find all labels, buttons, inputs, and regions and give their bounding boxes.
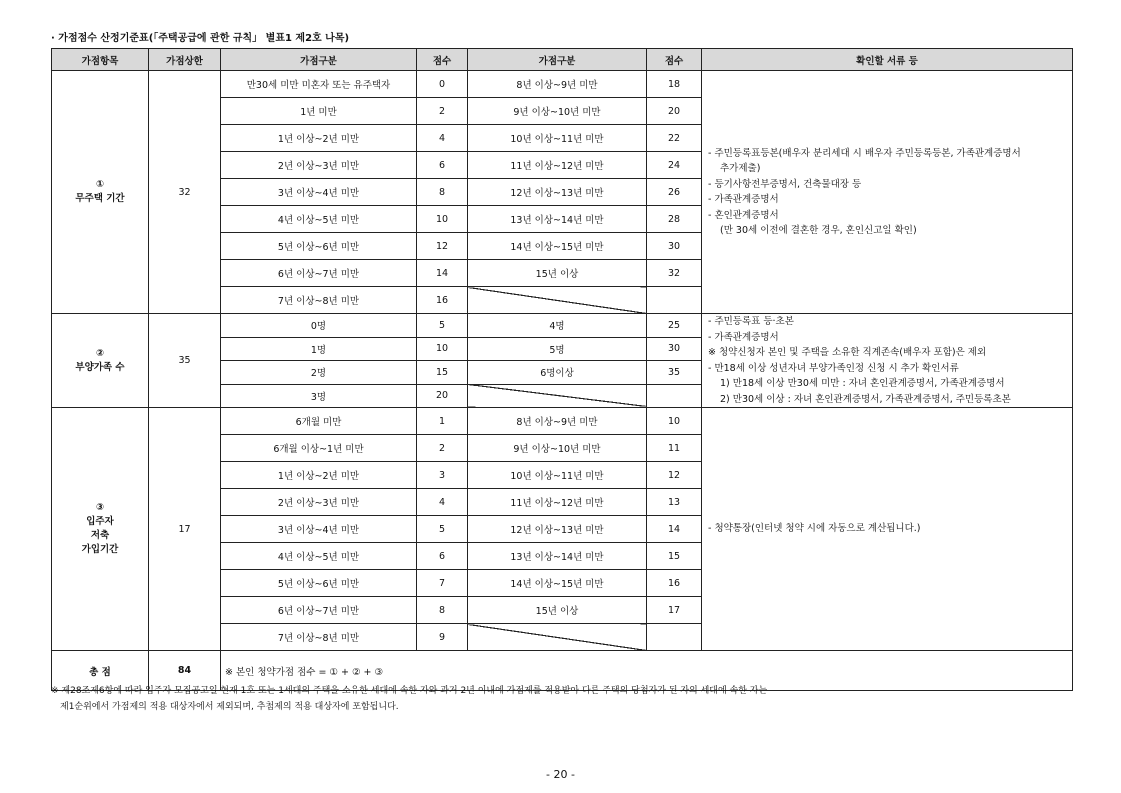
score-left: 15	[417, 361, 468, 385]
documents-cell	[702, 314, 1073, 408]
document-line: - 주민등록표등본(배우자 분리세대 시 배우자 주민등록등본, 가족관계증명서	[708, 147, 1021, 159]
empty-cell	[647, 624, 702, 651]
score-left: 5	[417, 516, 468, 543]
score-left: 20	[417, 384, 468, 408]
criteria-left: 1년 이상~2년 미만	[221, 462, 417, 489]
document-line: - 등기사항전부증명서, 건축물대장 등	[708, 178, 862, 190]
document-line: 2) 만30세 이상 : 자녀 혼인관계증명서, 가족관계증명서, 주민등록초본	[720, 393, 1011, 405]
criteria-left: 4년 이상~5년 미만	[221, 206, 417, 233]
criteria-right: 14년 이상~15년 미만	[468, 233, 647, 260]
category-name: 저축	[90, 530, 110, 541]
header-cap: 가점상한	[149, 49, 221, 71]
score-left: 2	[417, 98, 468, 125]
empty-diagonal-cell	[468, 624, 647, 651]
score-right: 11	[647, 435, 702, 462]
document-line: 1) 만18세 이상 만30세 미만 : 자녀 혼인관계증명서, 가족관계증명서	[720, 378, 1005, 389]
score-left: 12	[417, 233, 468, 260]
criteria-left: 5년 이상~6년 미만	[221, 570, 417, 597]
footnote	[51, 683, 767, 715]
criteria-left: 3년 이상~4년 미만	[221, 179, 417, 206]
criteria-left: 만30세 미만 미혼자 또는 유주택자	[221, 71, 417, 98]
score-left: 16	[417, 287, 468, 314]
score-right: 26	[647, 179, 702, 206]
criteria-right: 4명	[468, 314, 647, 338]
total-label: 총 점	[52, 651, 149, 691]
score-left: 6	[417, 152, 468, 179]
score-left: 5	[417, 314, 468, 338]
criteria-right: 11년 이상~12년 미만	[468, 152, 647, 179]
criteria-left: 7년 이상~8년 미만	[221, 287, 417, 314]
score-left: 3	[417, 462, 468, 489]
document-line: (만 30세 이전에 결혼한 경우, 혼인신고일 확인)	[720, 225, 917, 236]
empty-cell	[647, 384, 702, 408]
criteria-right: 13년 이상~14년 미만	[468, 543, 647, 570]
cap-cell: 32	[149, 71, 221, 314]
criteria-right: 10년 이상~11년 미만	[468, 125, 647, 152]
score-left: 4	[417, 125, 468, 152]
score-right: 25	[647, 314, 702, 338]
criteria-right: 15년 이상	[468, 597, 647, 624]
header-item: 가점항목	[52, 49, 149, 71]
score-left: 10	[417, 337, 468, 361]
table-title: · 가점점수 산정기준표(「주택공급에 관한 규칙」 별표1 제2호 나목)	[51, 33, 350, 44]
document-line: - 주민등록표 등·초본	[708, 316, 794, 327]
table-row	[52, 408, 1073, 435]
criteria-right: 8년 이상~9년 미만	[468, 408, 647, 435]
score-right: 22	[647, 125, 702, 152]
document-line: - 만18세 이상 성년자녀 부양가족인정 신청 시 추가 확인서류	[708, 362, 959, 374]
score-right: 14	[647, 516, 702, 543]
score-left: 9	[417, 624, 468, 651]
header-score-right: 점수	[647, 49, 702, 71]
score-right: 28	[647, 206, 702, 233]
score-right: 10	[647, 408, 702, 435]
document-line: - 가족관계증명서	[708, 331, 779, 343]
documents-cell	[702, 408, 1073, 651]
score-left: 8	[417, 179, 468, 206]
criteria-right: 6명이상	[468, 361, 647, 385]
criteria-left: 1명	[221, 337, 417, 361]
criteria-left: 5년 이상~6년 미만	[221, 233, 417, 260]
criteria-left: 6개월 미만	[221, 408, 417, 435]
empty-cell	[647, 287, 702, 314]
documents-cell	[702, 71, 1073, 314]
score-left: 6	[417, 543, 468, 570]
criteria-right: 9년 이상~10년 미만	[468, 435, 647, 462]
criteria-right: 12년 이상~13년 미만	[468, 516, 647, 543]
criteria-left: 6년 이상~7년 미만	[221, 597, 417, 624]
criteria-left: 0명	[221, 314, 417, 338]
score-right: 16	[647, 570, 702, 597]
criteria-left: 6년 이상~7년 미만	[221, 260, 417, 287]
score-left: 14	[417, 260, 468, 287]
category-cell	[52, 71, 149, 314]
criteria-left: 6개월 이상~1년 미만	[221, 435, 417, 462]
document-line: - 가족관계증명서	[708, 194, 779, 205]
category-cell	[52, 408, 149, 651]
category-name: 무주택 기간	[75, 193, 125, 204]
score-left: 8	[417, 597, 468, 624]
empty-diagonal-cell	[468, 384, 647, 408]
total-note: ※ 본인 청약가점 점수 = ① + ② + ③	[221, 651, 1073, 691]
header-documents: 확인할 서류 등	[702, 49, 1073, 71]
score-right: 18	[647, 71, 702, 98]
score-left: 0	[417, 71, 468, 98]
criteria-right: 10년 이상~11년 미만	[468, 462, 647, 489]
page-number: - 20 -	[546, 768, 575, 781]
table-row	[52, 71, 1073, 98]
criteria-right: 13년 이상~14년 미만	[468, 206, 647, 233]
category-name: 입주자	[86, 516, 114, 527]
score-right: 30	[647, 233, 702, 260]
score-right: 35	[647, 361, 702, 385]
score-left: 7	[417, 570, 468, 597]
document-line: - 혼인관계증명서	[708, 209, 779, 221]
criteria-left: 3년 이상~4년 미만	[221, 516, 417, 543]
header-row	[52, 49, 1073, 71]
score-right: 20	[647, 98, 702, 125]
criteria-right: 15년 이상	[468, 260, 647, 287]
score-right: 17	[647, 597, 702, 624]
cap-cell: 17	[149, 408, 221, 651]
criteria-left: 2년 이상~3년 미만	[221, 489, 417, 516]
document-line: - 청약통장(인터넷 청약 시에 자동으로 계산됩니다.)	[708, 523, 921, 535]
score-left: 10	[417, 206, 468, 233]
category-number: ①	[95, 179, 105, 190]
criteria-right: 11년 이상~12년 미만	[468, 489, 647, 516]
score-left: 4	[417, 489, 468, 516]
score-left: 1	[417, 408, 468, 435]
criteria-right: 5명	[468, 337, 647, 361]
score-left: 2	[417, 435, 468, 462]
criteria-right: 9년 이상~10년 미만	[468, 98, 647, 125]
criteria-right: 12년 이상~13년 미만	[468, 179, 647, 206]
document-line: 추가제출)	[720, 163, 761, 174]
score-right: 32	[647, 260, 702, 287]
score-right: 13	[647, 489, 702, 516]
total-value: 84	[149, 651, 221, 691]
document-line: ※ 청약신청자 본인 및 주택을 소유한 직계존속(배우자 포함)은 제외	[708, 347, 987, 358]
category-name: 부양가족 수	[75, 361, 125, 373]
header-category-right: 가점구분	[468, 49, 647, 71]
footnote-line-2: 제1순위에서 가점제의 적용 대상자에서 제외되며, 추첨제의 적용 대상자에 포함됩니다.	[60, 702, 399, 712]
category-cell	[52, 314, 149, 408]
criteria-left: 3명	[221, 384, 417, 408]
criteria-left: 7년 이상~8년 미만	[221, 624, 417, 651]
criteria-right: 8년 이상~9년 미만	[468, 71, 647, 98]
header-category-left: 가점구분	[221, 49, 417, 71]
cap-cell: 35	[149, 314, 221, 408]
criteria-left: 4년 이상~5년 미만	[221, 543, 417, 570]
criteria-left: 2년 이상~3년 미만	[221, 152, 417, 179]
criteria-left: 1년 이상~2년 미만	[221, 125, 417, 152]
score-right: 15	[647, 543, 702, 570]
empty-diagonal-cell	[468, 287, 647, 314]
table-row	[52, 314, 1073, 338]
footnote-line-1: ※ 제28조제6항에 따라 입주자 모집공고일 현재 1호 또는 1세대의 주택을 소유한 세대에 속한 자와 과거 2년 이내에 가점제를 적용받아 다른 주택의 당첨자가 된 자의 세대에 속한 자는	[51, 686, 768, 696]
header-score-left: 점수	[417, 49, 468, 71]
score-right: 24	[647, 152, 702, 179]
criteria-right: 14년 이상~15년 미만	[468, 570, 647, 597]
category-name: 가입기간	[81, 544, 119, 555]
score-criteria-table	[51, 48, 1073, 691]
category-number: ②	[95, 347, 105, 359]
criteria-left: 2명	[221, 361, 417, 385]
score-right: 30	[647, 337, 702, 361]
score-right: 12	[647, 462, 702, 489]
criteria-left: 1년 미만	[221, 98, 417, 125]
category-number: ③	[95, 502, 105, 513]
